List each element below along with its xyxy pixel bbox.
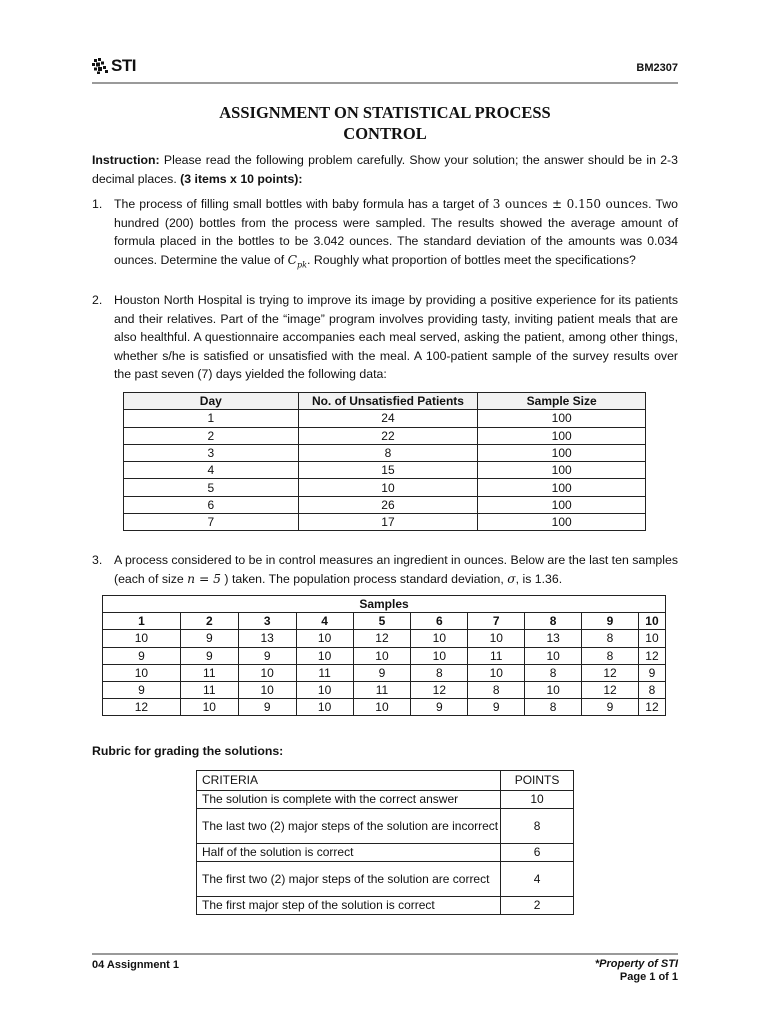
table-header: No. of Unsatisfied Patients	[298, 393, 478, 410]
table-cell: 10	[296, 630, 353, 647]
question-3-text: A process considered to be in control measures an ingredient in ounces. Below are the last ten samples (each of size n = 5 ) taken. The population process standard deviation, σ, is 1.36.	[114, 553, 678, 586]
table-row	[124, 427, 646, 444]
instruction-points: (3 items x 10 points):	[180, 171, 303, 186]
table-cell: 9	[103, 681, 181, 698]
samples-header-row	[103, 613, 666, 630]
sample-number-header: 1	[103, 613, 181, 630]
question-1	[92, 195, 678, 274]
footer-divider	[92, 953, 678, 955]
table-cell: 22	[298, 427, 478, 444]
table-cell: 8	[582, 630, 639, 647]
unsatisfied-patients-table	[123, 392, 646, 531]
page-header	[92, 52, 678, 82]
table-cell: 12	[353, 630, 411, 647]
table-row	[124, 462, 646, 479]
n-math: n = 5	[187, 571, 222, 586]
table-row	[124, 410, 646, 427]
table-cell: 100	[478, 496, 646, 513]
sti-logo	[92, 56, 136, 76]
footer-right	[595, 958, 678, 984]
table-cell: 10	[411, 630, 468, 647]
table-cell: 11	[180, 664, 238, 681]
table-row	[124, 496, 646, 513]
table-cell: 12	[638, 647, 665, 664]
table-cell: 12	[638, 699, 665, 716]
question-3-number: 3.	[92, 553, 103, 567]
table-cell: 10	[353, 647, 411, 664]
table-row	[103, 699, 666, 716]
question-2-text: Houston North Hospital is trying to improve its image by providing a positive experience for its patients and their relatives. Part of the “image” program involves providing tasty, inviting patient meals that are also healthful. A questionnaire accompanies each meal served, asking the patient, among other things, whether s/he is satisfied or unsatisfied with the meal. A 100-patient sample of the survey results over the past seven (7) days yielded the following data:	[114, 293, 678, 381]
table-cell: 10	[411, 647, 468, 664]
rubric-points: 8	[501, 809, 574, 844]
document-code: BM2307	[636, 62, 678, 74]
table-row	[103, 647, 666, 664]
table-cell: 12	[103, 699, 181, 716]
table-cell: 11	[180, 681, 238, 698]
table-cell: 10	[296, 647, 353, 664]
sample-number-header: 2	[180, 613, 238, 630]
rubric-criteria: The first major step of the solution is correct	[197, 897, 501, 915]
table-cell: 9	[411, 699, 468, 716]
table-cell: 10	[353, 699, 411, 716]
table-cell: 100	[478, 462, 646, 479]
table-cell: 8	[638, 681, 665, 698]
rubric-row	[197, 844, 574, 862]
table-cell: 10	[238, 681, 296, 698]
table-cell: 9	[353, 664, 411, 681]
table-row	[103, 630, 666, 647]
table-row	[124, 479, 646, 496]
sti-logo-mark-icon	[92, 58, 110, 74]
sample-number-header: 7	[468, 613, 525, 630]
rubric-table	[196, 770, 574, 915]
rubric-points: 6	[501, 844, 574, 862]
rubric-points: 2	[501, 897, 574, 915]
table-cell: 9	[238, 647, 296, 664]
table-cell: 10	[638, 630, 665, 647]
rubric-criteria-header: CRITERIA	[197, 771, 501, 791]
table-cell: 15	[298, 462, 478, 479]
table-header: Sample Size	[478, 393, 646, 410]
table-cell: 100	[478, 427, 646, 444]
sample-number-header: 3	[238, 613, 296, 630]
sigma-math: σ	[507, 571, 516, 586]
table-cell: 11	[468, 647, 525, 664]
rubric-points: 10	[501, 791, 574, 809]
table-cell: 11	[296, 664, 353, 681]
table-cell: 10	[298, 479, 478, 496]
rubric-row	[197, 791, 574, 809]
rubric-row	[197, 862, 574, 897]
table-cell: 12	[582, 664, 639, 681]
table-cell: 9	[238, 699, 296, 716]
sample-number-header: 5	[353, 613, 411, 630]
samples-table	[102, 595, 666, 716]
sample-number-header: 6	[411, 613, 468, 630]
table-cell: 10	[468, 664, 525, 681]
sample-number-header: 10	[638, 613, 665, 630]
table-cell: 9	[582, 699, 639, 716]
table-cell: 10	[180, 699, 238, 716]
question-3	[92, 551, 678, 588]
target-math: 3 ounces ± 0.150 ounces	[492, 197, 649, 211]
table-cell: 17	[298, 514, 478, 531]
rubric-points: 4	[501, 862, 574, 897]
table-cell: 12	[411, 681, 468, 698]
rubric-points-header: POINTS	[501, 771, 574, 791]
table-cell: 12	[582, 681, 639, 698]
table-cell: 26	[298, 496, 478, 513]
table-cell: 9	[180, 630, 238, 647]
table-row	[103, 681, 666, 698]
table-cell: 8	[411, 664, 468, 681]
rubric-row	[197, 897, 574, 915]
rubric-label: Rubric for grading the solutions:	[92, 744, 284, 758]
question-2	[92, 291, 678, 384]
table-cell: 100	[478, 479, 646, 496]
table-cell: 100	[478, 514, 646, 531]
question-2-number: 2.	[92, 293, 103, 307]
table-cell: 10	[525, 647, 582, 664]
footer-property: *Property of STI	[594, 958, 678, 970]
header-divider	[92, 82, 678, 84]
table-cell: 11	[353, 681, 411, 698]
sample-number-header: 9	[582, 613, 639, 630]
table-row	[124, 514, 646, 531]
question-1-number: 1.	[92, 197, 103, 211]
table-cell: 8	[582, 647, 639, 664]
table-cell: 10	[238, 664, 296, 681]
table-cell: 6	[124, 496, 299, 513]
table-cell: 100	[478, 444, 646, 461]
rubric-criteria: The first two (2) major steps of the solution are correct	[197, 862, 501, 897]
table-header: Day	[124, 393, 299, 410]
table-cell: 13	[238, 630, 296, 647]
table-cell: 9	[180, 647, 238, 664]
sample-number-header: 4	[296, 613, 353, 630]
rubric-criteria: Half of the solution is correct	[197, 844, 501, 862]
table-cell: 9	[638, 664, 665, 681]
table-cell: 8	[525, 664, 582, 681]
cpk-math: $C_{pk}$	[287, 252, 308, 269]
table-row	[103, 664, 666, 681]
instruction-label: Instruction:	[92, 153, 160, 167]
table-cell: 10	[296, 699, 353, 716]
instruction-text: Please read the following problem carefully. Show your solution; the answer should be in 2-3 decimal places.	[92, 153, 678, 186]
table-cell: 8	[468, 681, 525, 698]
rubric-row	[197, 809, 574, 844]
table-cell: 8	[298, 444, 478, 461]
title-line-2: CONTROL	[343, 124, 427, 143]
table-cell: 8	[525, 699, 582, 716]
table-cell: 2	[124, 427, 299, 444]
rubric-criteria: The solution is complete with the correct answer	[197, 791, 501, 809]
instruction-paragraph	[92, 151, 678, 188]
table-cell: 9	[103, 647, 181, 664]
table-cell: 3	[124, 444, 299, 461]
samples-group-header: Samples	[103, 596, 666, 613]
table-cell: 10	[103, 630, 181, 647]
table-cell: 10	[468, 630, 525, 647]
page-title	[92, 102, 678, 144]
sample-number-header: 8	[525, 613, 582, 630]
table-cell: 1	[124, 410, 299, 427]
table-cell: 13	[525, 630, 582, 647]
table-cell: 9	[468, 699, 525, 716]
table-cell: 7	[124, 514, 299, 531]
table-cell: 100	[478, 410, 646, 427]
table-cell: 4	[124, 462, 299, 479]
title-line-1: ASSIGNMENT ON STATISTICAL PROCESS	[219, 103, 551, 122]
table-row	[124, 444, 646, 461]
table-cell: 10	[103, 664, 181, 681]
table-cell: 10	[296, 681, 353, 698]
footer-assignment-label: 04 Assignment 1	[92, 959, 180, 971]
logo-text: STI	[111, 56, 136, 75]
table-cell: 10	[525, 681, 582, 698]
rubric-criteria: The last two (2) major steps of the solution are incorrect	[197, 809, 501, 844]
question-1-text: The process of filling small bottles with baby formula has a target of 3 ounces ± 0.150 ounces. Two hundred (200) bottles from the process were sampled. The results showed the average amount of formula placed in the bottles to be 3.042 ounces. The standard deviation of the amounts was 0.034 ounces. Determine the value of $C_{pk}$. Roughly what proportion of bottles meet the specifications?	[114, 197, 678, 269]
footer-page-number: Page 1 of 1	[619, 971, 678, 983]
table-cell: 5	[124, 479, 299, 496]
table-cell: 24	[298, 410, 478, 427]
